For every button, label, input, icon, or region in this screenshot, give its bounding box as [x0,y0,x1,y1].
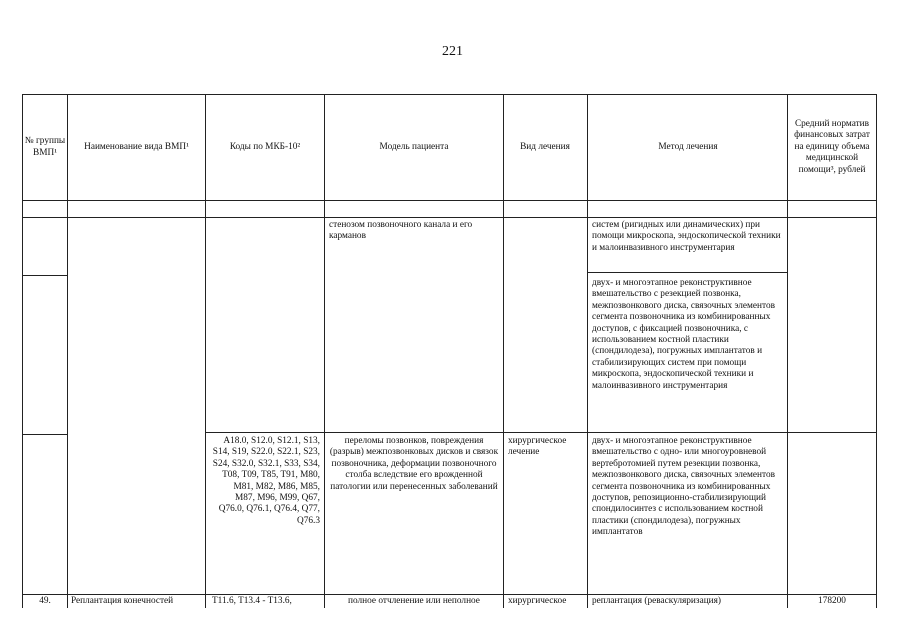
row2-method: двух- и многоэтапное реконструктивное вмешательство с резекцией позвонка, межпозвонкового диска, связочных элементов сегмента позвоночника из комбинированных доступов, с фиксацией позвоночника, с использованием костной пластики (спондилодеза), погружных имплантатов и стабилизирующих систем при помощи микроскопа, эндоскопической техники и малоинвазивного инструментария [592,278,776,391]
header-treatment-type: Вид лечения [520,141,570,152]
row4-codes: T11.6, T13.4 - T13.6, [212,596,292,606]
header-icd-codes: Коды по МКБ-10² [229,141,301,152]
row1-method: систем (ригидных или динамических) при помощи микроскопа, эндоскопической техники и малоинвазивного инструментария [592,220,781,253]
header-cost: Средний норматив финансовых затрат на единицу объема медицинской помощи³, рублей [794,118,870,175]
row4-vmp-name: Реплантация конечностей [71,596,174,606]
row4-method: реплантация (реваскуляризация) [592,596,722,606]
row4-group-no: 49. [39,596,51,606]
header-group-no: № группы ВМП¹ [24,136,66,158]
row4-cost: 178200 [818,596,846,606]
header-vmp-name: Наименование вида ВМП¹ [84,141,189,152]
header-treatment-method: Метод лечения [658,141,718,152]
row3-patient-model: переломы позвонков, повреждения (разрыв) межпозвонковых дисков и связок позвоночника, деформации позвоночного столба вследствие его врожденной патологии или перенесенных заболеваний [329,436,499,492]
row1-patient-model: стенозом позвоночного канала и его карманов [329,220,473,242]
row4-patient-model: полное отчленение или неполное [348,596,480,606]
row3-treatment-type: хирургическое лечение [508,436,567,458]
row4-treatment-type: хирургическое [508,596,567,606]
header-patient-model: Модель пациента [379,141,449,152]
page-number: 221 [442,44,463,59]
row3-codes: A18.0, S12.0, S12.1, S13, S14, S19, S22.0, S22.1, S23, S24, S32.0, S32.1, S33, S34, T08, T09, T85, T91, M80, M81, M82, M86, M85, M87, M96, M99, Q67, Q76.0, Q76.1, Q76.4, Q77, Q76.3 [212,436,320,526]
row3-method: двух- и многоэтапное реконструктивное вмешательство с одно- или многоуровневой вертебротомией путем резекции позвонка, межпозвонкового диска, связочных элементов сегмента позвоночника из комбинированных доступов, репозиционно-стабилизирующий спондилосинтез с использованием костной пластики (спондилодеза), погружных имплантатов [592,436,776,538]
